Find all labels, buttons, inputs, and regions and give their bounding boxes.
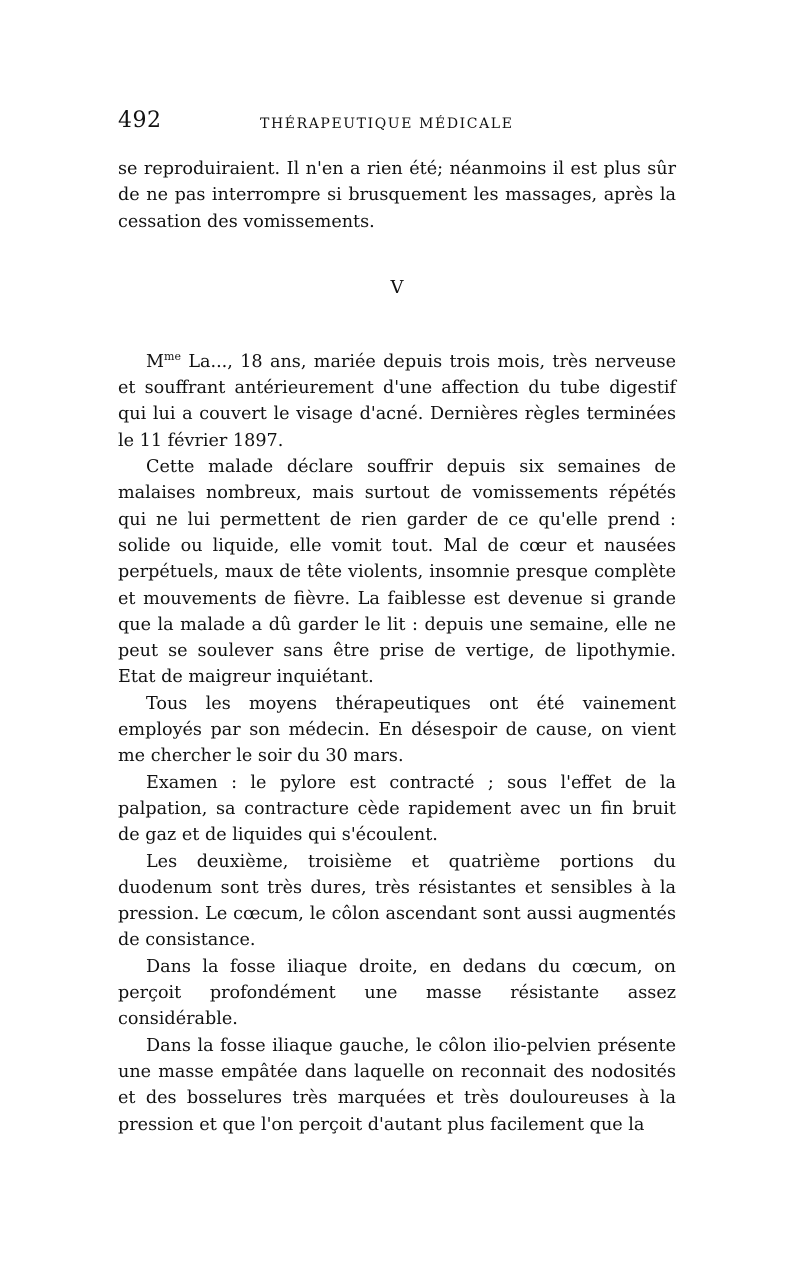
running-head (118, 108, 676, 138)
section-numeral: V (390, 276, 404, 298)
paragraph-symptoms: Cette malade déclare souffrir depuis six semaines de malaises nombreux, mais surtout de vomissements répétés qui ne lui permettent de rien garder de ce qu'elle prend : solide ou liquide, elle vomit tout. Mal de cœur et nausées perpétuels, maux de tête violents, insomnie presque complète et mouvements de fièvre. La faiblesse est devenue si grande que la malade a dû garder le lit : depuis une semaine, elle ne peut se soulever sans être prise de vertige, de lipothymie. Etat de maigreur inquiétant. (118, 457, 676, 688)
paragraph-continuation: se reproduiraient. Il n'en a rien été; néanmoins il est plus sûr de ne pas interrompre si brusquement les massages, après la cessation des vomissements. (118, 159, 676, 232)
paragraph-case-intro (118, 349, 676, 454)
case-title-prefix: M (146, 351, 165, 372)
paragraph-treatment: Tous les moyens thérapeutiques ont été vainement employés par son médecin. En désespoir de cause, on vient me chercher le soir du 30 mars. (118, 693, 676, 767)
paragraph-exam: Examen : le pylore est contracté ; sous l'effet de la palpation, sa contracture cède rapidement avec un fin bruit de gaz et de liquides qui s'écoulent. (118, 772, 676, 846)
case-title-superscript: me (164, 349, 181, 363)
paragraph-left-fossa: Dans la fosse iliaque gauche, le côlon ilio-pelvien présente une masse empâtée dans laquelle on reconnait des nodosités et des bosselures très marquées et très douloureuses à la pression et que l'on perçoit d'autant plus facilement que la (118, 1035, 676, 1135)
running-title: THÉRAPEUTIQUE MÉDICALE (260, 116, 514, 132)
case-intro-text: La..., 18 ans, mariée depuis trois mois, très nerveuse et souffrant antérieurement d'une affection du tube digestif qui lui a couvert le visage d'acné. Dernières règles terminées le 11 février 1897. (118, 351, 676, 451)
book-page (118, 108, 676, 1138)
paragraph-duodenum: Les deuxième, troisième et quatrième portions du duodenum sont très dures, très résistantes et sensibles à la pression. Le cœcum, le côlon ascendant sont aussi augmentés de consistance. (118, 851, 676, 951)
page-number: 492 (118, 108, 162, 133)
paragraph-right-fossa: Dans la fosse iliaque droite, en dedans du cœcum, on perçoit profondément une masse résistante assez considérable. (118, 956, 676, 1030)
